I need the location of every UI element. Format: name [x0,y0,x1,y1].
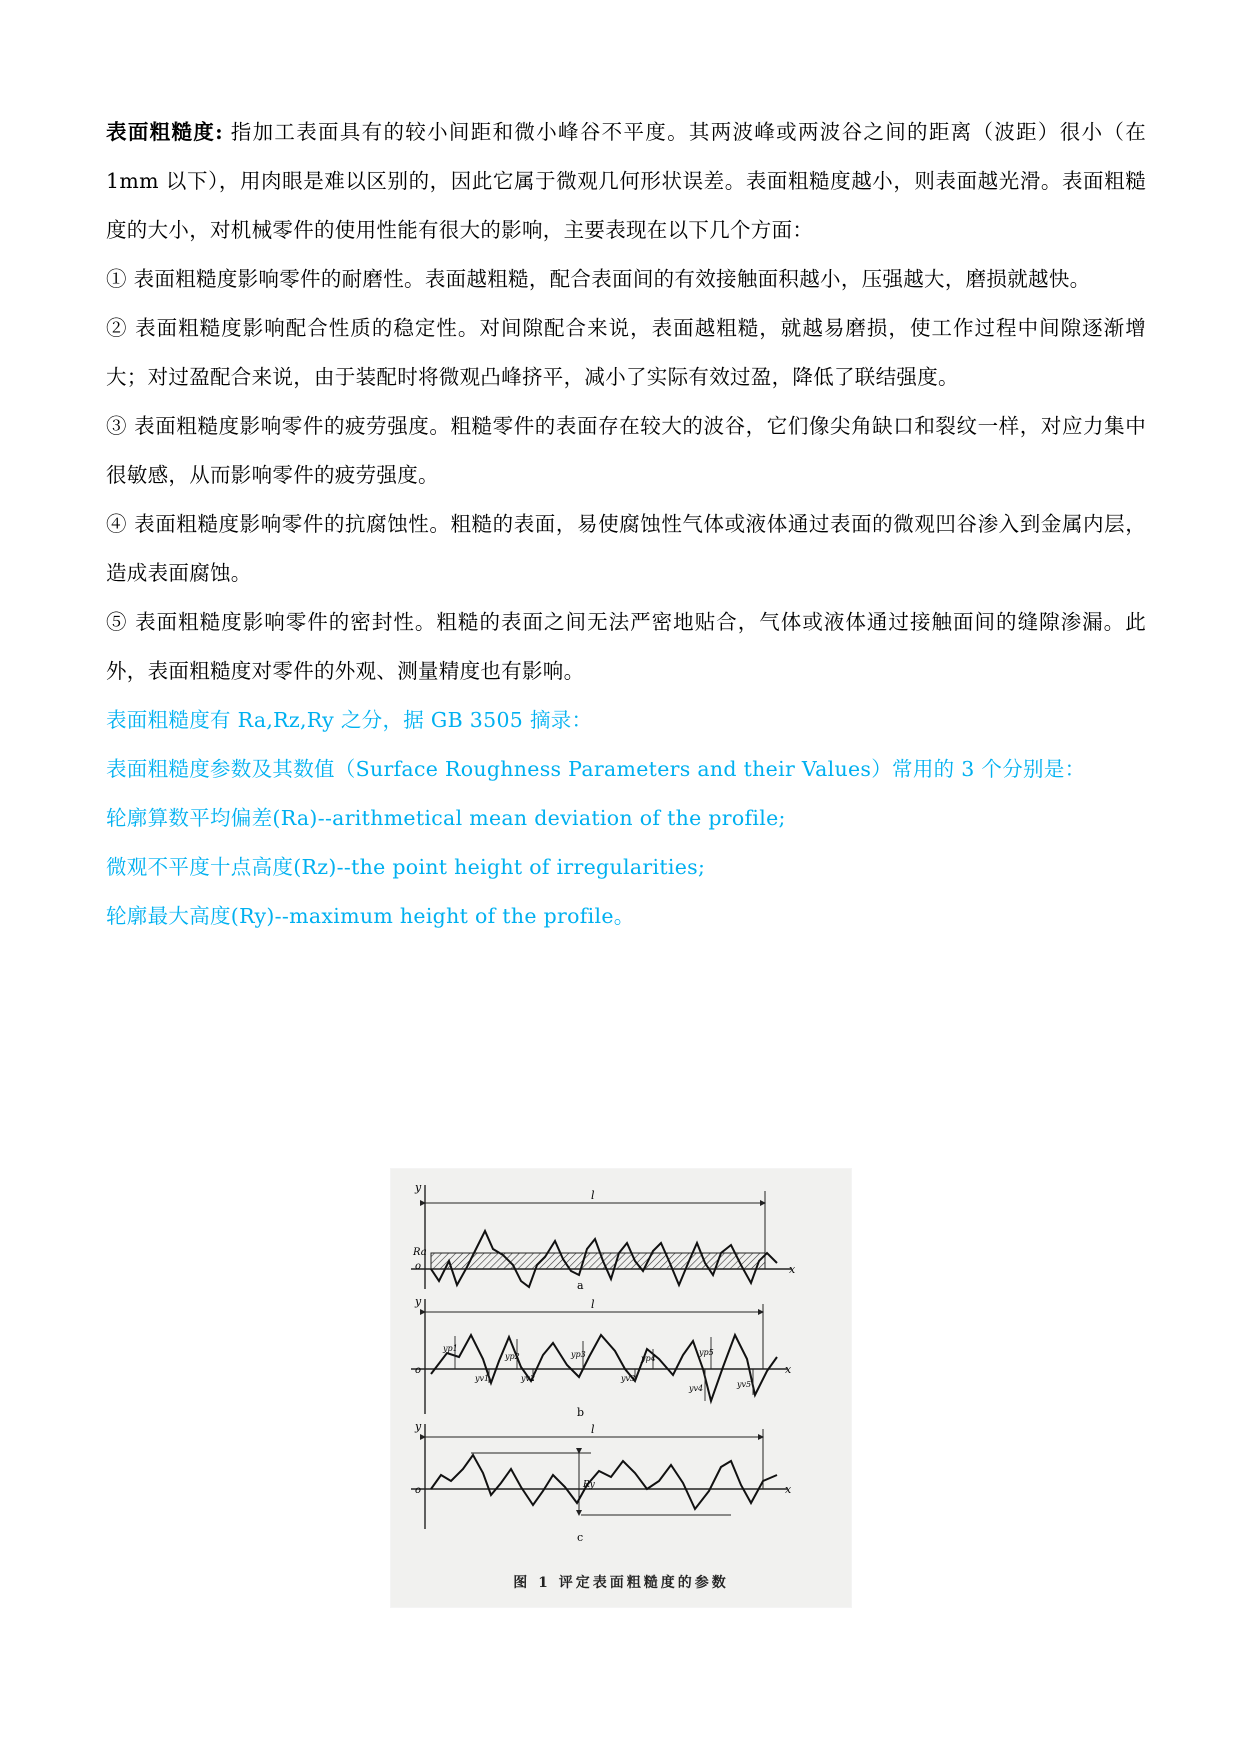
roughness-figure [390,1168,852,1608]
params-line-1: 表面粗糙度有 Ra,Rz,Ry 之分，据 GB 3505 摘录： [106,708,593,732]
panel-a [411,1181,796,1292]
yv1-label: yv1 [475,1374,490,1383]
param-ra: 轮廓算数平均偏差(Ra)--arithmetical mean deviation of the profile; [106,806,786,830]
figure-caption: 图 1 评定表面粗糙度的参数 [513,1575,729,1591]
yp4-label: yp4 [641,1354,656,1363]
panel-c [411,1420,792,1544]
axis-x-label-c: x [785,1483,792,1496]
yp3-label: yp3 [571,1350,586,1359]
origin-label-c: o [415,1485,422,1496]
term-heading: 表面粗糙度: [106,120,223,144]
document-body [106,108,1146,941]
yp2-label: yp2 [505,1352,520,1361]
length-label-c: l [591,1423,595,1436]
panel-b-label: b [577,1406,585,1419]
panel-b [411,1295,792,1419]
intro-text: 指加工表面具有的较小间距和微小峰谷不平度。其两波峰或两波谷之间的距离（波距）很小（在 1mm 以下），用肉眼是难以区别的，因此它属于微观几何形状误差。表面粗糙度越小，则表面越光滑。表面粗糙度的大小，对机械零件的使用性能有很大的影响，主要表现在以下几个方面： [106,120,1146,242]
panel-a-label: a [577,1279,584,1292]
item-4: ④ 表面粗糙度影响零件的抗腐蚀性。粗糙的表面，易使腐蚀性气体或液体通过表面的微观凹谷渗入到金属内层，造成表面腐蚀。 [106,512,1146,585]
origin-label-b: o [415,1365,422,1376]
params-line-2: 表面粗糙度参数及其数值（Surface Roughness Parameters and their Values）常用的 3 个分别是： [106,757,1086,781]
item-5: ⑤ 表面粗糙度影响零件的密封性。粗糙的表面之间无法严密地贴合，气体或液体通过接触面间的缝隙渗漏。此外，表面粗糙度对零件的外观、测量精度也有影响。 [106,610,1146,683]
panel-c-label: c [577,1531,584,1544]
yv5-label: yv5 [737,1380,752,1389]
item-3: ③ 表面粗糙度影响零件的疲劳强度。粗糙零件的表面存在较大的波谷，它们像尖角缺口和裂纹一样，对应力集中很敏感，从而影响零件的疲劳强度。 [106,414,1146,487]
yv3-label: yv3 [621,1374,636,1383]
intro-paragraph [106,108,1146,255]
axis-y-label: y [415,1181,422,1194]
param-ry: 轮廓最大高度(Ry)--maximum height of the profile。 [106,904,635,928]
yp5-label: yp5 [699,1348,714,1357]
yv2-label: yv2 [521,1374,536,1383]
axis-x-label: x [789,1263,796,1276]
yp1-label: yp1 [443,1344,458,1353]
item-2: ② 表面粗糙度影响配合性质的稳定性。对间隙配合来说，表面越粗糙，就越易磨损，使工作过程中间隙逐渐增大；对过盈配合来说，由于装配时将微观凸峰挤平，减小了实际有效过盈，降低了联结强度。 [106,316,1146,389]
roughness-diagram [391,1169,851,1569]
axis-x-label-b: x [785,1363,792,1376]
axis-y-label-c: y [415,1420,422,1433]
origin-label: o [415,1261,422,1272]
ra-label: Ra [413,1247,427,1258]
item-1: ① 表面粗糙度影响零件的耐磨性。表面越粗糙，配合表面间的有效接触面积越小，压强越大，磨损就越快。 [106,267,1091,291]
ry-label: Ry [583,1480,595,1490]
param-rz: 微观不平度十点高度(Rz)--the point height of irregularities; [106,855,706,879]
yv4-label: yv4 [689,1384,704,1393]
length-label: l [591,1189,595,1202]
length-label-b: l [591,1298,595,1311]
axis-y-label-b: y [415,1295,422,1308]
